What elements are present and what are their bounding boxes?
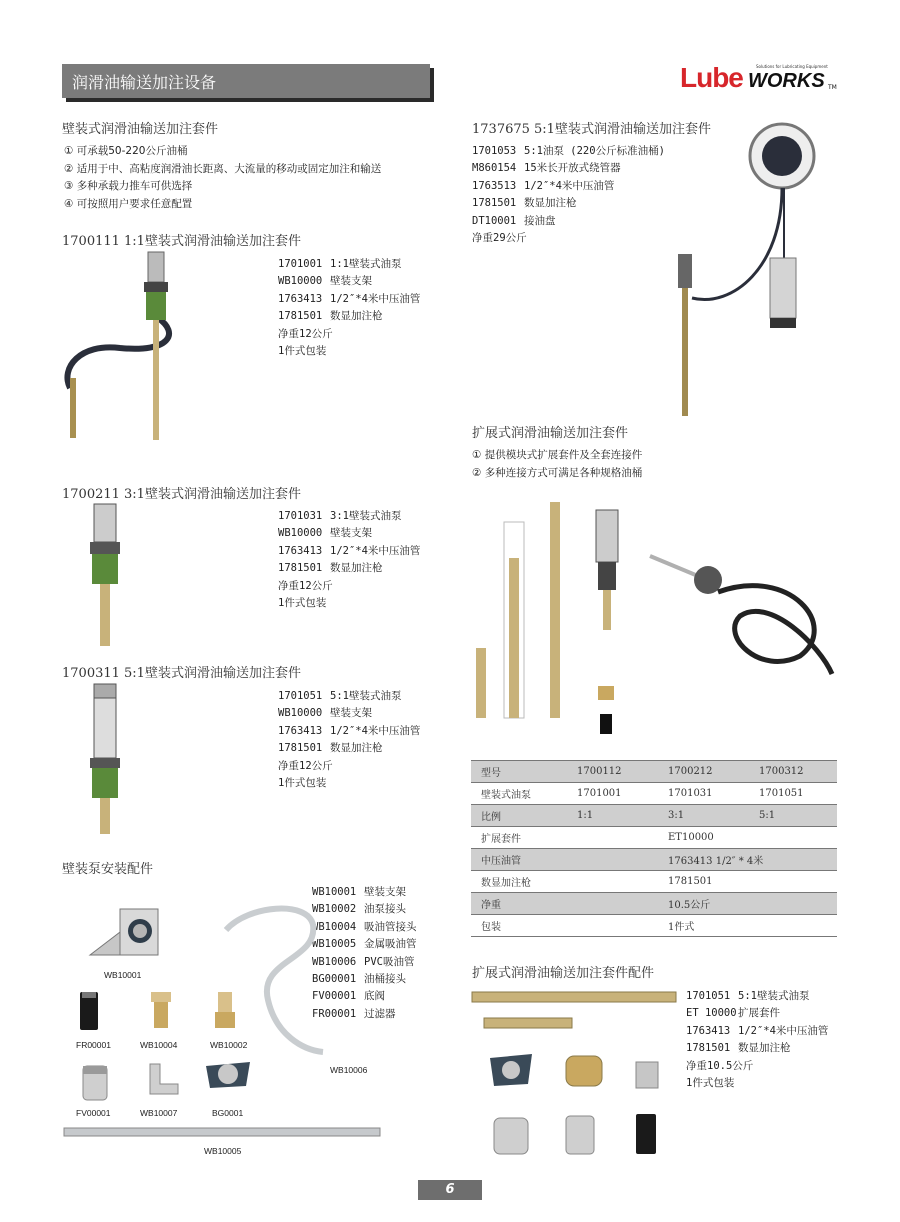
ext-kit-title: 扩展式润滑油输送加注套件: [472, 426, 629, 441]
spec-desc: 壁装支架: [330, 527, 372, 540]
table-cell: 1700112: [567, 761, 658, 783]
table-cell: 3:1: [658, 805, 749, 827]
feature-item: ② 多种连接方式可满足各种规格油桶: [472, 466, 643, 479]
spec-code: WB10005: [312, 938, 357, 951]
kit-specs: [278, 508, 420, 612]
spec-code: 1701053: [472, 145, 517, 157]
spec-desc: 5:1油泵 (220公斤标准油桶): [524, 145, 665, 157]
table-row: [471, 849, 837, 871]
spec-desc: 油桶接头: [364, 973, 406, 986]
spec-desc: 金属吸油管: [364, 938, 417, 951]
reel-kit-specs: [472, 143, 665, 247]
spec-desc: 底阀: [364, 990, 385, 1003]
spec-code: 1781501: [686, 1042, 731, 1055]
elbow-fitting-image: [142, 1060, 182, 1102]
ext-acc-title: 扩展式润滑油输送加注套件配件: [472, 966, 655, 981]
spec-desc: 3:1壁装式油泵: [330, 510, 402, 522]
table-cell: 中压油管: [471, 849, 567, 871]
table-cell: 扩展套件: [471, 827, 567, 849]
table-cell: 1763413 1/2″ * 4米: [658, 849, 837, 871]
table-cell: 净重: [471, 893, 567, 915]
spec-code: 1701051: [278, 690, 323, 702]
spec-weight: 净重12公斤: [278, 579, 333, 592]
spec-code: FR00001: [312, 1007, 357, 1020]
spec-desc: 接油盘: [524, 214, 556, 227]
spec-desc: 1/2″*4米中压油管: [524, 179, 615, 192]
kit-specs: [278, 256, 420, 360]
extension-accessory-parts-image: [470, 986, 680, 1162]
table-cell: 5:1: [749, 805, 837, 827]
kit-specs: [278, 688, 420, 792]
spec-code: 1781501: [472, 197, 517, 210]
spec-code: 1763413: [278, 544, 323, 557]
table-cell: 比例: [471, 805, 567, 827]
table-cell: 10.5公斤: [658, 893, 837, 915]
page-number: 6: [418, 1180, 482, 1200]
spec-code: 1701001: [278, 258, 323, 270]
spec-desc: 1/2″*4米中压油管: [330, 724, 421, 737]
table-cell: ET10000: [658, 827, 837, 849]
spec-code: DT10001: [472, 214, 517, 227]
spec-desc: PVC吸油管: [364, 955, 415, 968]
table-cell: 壁装式油泵: [471, 783, 567, 805]
spec-code: BG00001: [312, 973, 357, 986]
extension-parts-image: [470, 496, 840, 746]
spec-pack: 1件式包装: [686, 1077, 735, 1090]
spec-weight: 净重10.5公斤: [686, 1059, 754, 1072]
lubeworks-logo: [680, 62, 840, 96]
spec-code: 1763513: [472, 179, 517, 192]
spec-weight: 净重12公斤: [278, 759, 333, 772]
spec-desc: 数显加注枪: [330, 310, 383, 323]
hose-reel-system-image: [672, 118, 832, 420]
spec-weight: 净重12公斤: [278, 327, 333, 340]
accessories-title: 壁装泵安装配件: [62, 862, 154, 877]
spec-desc: 壁装支架: [330, 707, 372, 720]
feature-item: ③ 多种承载力推车可供选择: [64, 180, 193, 193]
logo-tm: TM: [828, 84, 837, 91]
pump-image: [80, 500, 130, 650]
table-row: [471, 827, 837, 849]
section-title: 润滑油输送加注设备: [72, 73, 217, 92]
spec-code: WB10002: [312, 903, 357, 916]
spec-code: ET 10000: [686, 1007, 737, 1020]
feature-item: ② 适用于中、高粘度润滑油长距离、大流量的移动或固定加注和输送: [64, 162, 382, 175]
spec-desc: 数显加注枪: [330, 562, 383, 575]
spec-desc: 油泵接头: [364, 903, 406, 916]
table-cell: 1700212: [658, 761, 749, 783]
table-cell: 1700312: [749, 761, 837, 783]
filter-image: [78, 990, 100, 1032]
spec-code: 1763413: [686, 1024, 731, 1037]
spec-desc: 1/2″*4米中压油管: [738, 1024, 829, 1037]
caption-wb10006: WB10006: [330, 1065, 368, 1075]
spec-code: WB10000: [278, 527, 323, 540]
drum-adapter-image: [202, 1056, 254, 1092]
table-cell: 1701031: [658, 783, 749, 805]
pump-connector-image: [212, 990, 238, 1030]
table-row: [471, 783, 837, 805]
spec-code: 1781501: [278, 310, 323, 323]
spec-desc: 壁装支架: [330, 275, 372, 288]
table-cell: 1701051: [749, 783, 837, 805]
table-row: [471, 761, 837, 783]
spec-code: 1781501: [278, 742, 323, 755]
wall-kit-title: 壁装式润滑油输送加注套件: [62, 122, 219, 137]
caption-wb10001: WB10001: [104, 970, 142, 980]
table-row: [471, 805, 837, 827]
spec-pack: 1件式包装: [278, 777, 327, 790]
table-cell: 1701001: [567, 783, 658, 805]
spec-code: WB10006: [312, 955, 357, 968]
spec-table: [471, 760, 837, 937]
spec-desc: 壁装支架: [364, 886, 406, 898]
table-cell: 1:1: [567, 805, 658, 827]
kit-title: 1700111 1:1壁装式润滑油输送加注套件: [62, 234, 301, 249]
suction-fitting-image: [148, 990, 174, 1030]
kit-title: 1700211 3:1壁装式润滑油输送加注套件: [62, 487, 301, 502]
table-cell: 1781501: [658, 871, 837, 893]
spec-desc: 1/2″*4米中压油管: [330, 544, 421, 557]
section-header: [62, 64, 430, 98]
logo-works: WORKS: [748, 70, 825, 92]
metal-suction-pipe-image: [62, 1124, 382, 1140]
pump-hose-gun-image: [60, 248, 280, 448]
kit-title: 1700311 5:1壁装式润滑油输送加注套件: [62, 666, 301, 681]
table-cell: 数显加注枪: [471, 871, 567, 893]
caption-fr00001: FR00001: [76, 1040, 111, 1050]
spec-pack: 1件式包装: [278, 597, 327, 610]
ext-acc-specs: [686, 988, 828, 1092]
pump-image: [80, 680, 130, 838]
spec-desc: 过滤器: [364, 1007, 396, 1020]
spec-desc: 15米长开放式绕管器: [524, 162, 621, 175]
spec-desc: 扩展套件: [738, 1007, 780, 1020]
spec-desc: 5:1壁装式油泵: [330, 690, 402, 702]
spec-desc: 1/2″*4米中压油管: [330, 292, 421, 305]
wall-bracket-image: [84, 905, 164, 965]
caption-wb10007: WB10007: [140, 1108, 178, 1118]
wall-kit-features: [64, 143, 381, 213]
spec-code: FV00001: [312, 990, 357, 1003]
table-cell: 型号: [471, 761, 567, 783]
spec-code: WB10000: [278, 707, 323, 720]
caption-wb10005: WB10005: [204, 1146, 242, 1156]
logo-lube: Lube: [680, 62, 743, 93]
foot-valve-image: [80, 1064, 110, 1102]
caption-fv00001: FV00001: [76, 1108, 111, 1118]
logo-tagline: Solutions for Lubricating Equipment: [756, 64, 828, 69]
spec-code: WB10001: [312, 886, 357, 898]
spec-code: 1701031: [278, 510, 323, 522]
feature-item: ① 提供模块式扩展套件及全套连接件: [472, 449, 643, 461]
table-cell: 包装: [471, 915, 567, 937]
spec-desc: 5:1壁装式油泵: [738, 990, 810, 1002]
spec-pack: 1件式包装: [278, 345, 327, 358]
spec-code: WB10004: [312, 920, 357, 933]
spec-code: 1763413: [278, 724, 323, 737]
spec-desc: 数显加注枪: [738, 1042, 791, 1055]
spec-code: 1701051: [686, 990, 731, 1002]
caption-bg0001: BG0001: [212, 1108, 244, 1118]
ext-kit-features: [472, 447, 642, 482]
spec-code: WB10000: [278, 275, 323, 288]
spec-desc: 1:1壁装式油泵: [330, 258, 402, 270]
caption-wb10004: WB10004: [140, 1040, 178, 1050]
spec-desc: 数显加注枪: [524, 197, 577, 210]
feature-item: ① 可承载50-220公斤油桶: [64, 145, 188, 157]
table-cell: 1件式: [658, 915, 837, 937]
spec-desc: 数显加注枪: [330, 742, 383, 755]
table-row: [471, 871, 837, 893]
spec-desc: 吸油管接头: [364, 920, 417, 933]
caption-wb10002: WB10002: [210, 1040, 248, 1050]
table-row: [471, 893, 837, 915]
spec-weight: 净重29公斤: [472, 232, 527, 245]
spec-code: 1781501: [278, 562, 323, 575]
spec-code: 1763413: [278, 292, 323, 305]
pvc-tube-image: [218, 900, 328, 1060]
feature-item: ④ 可按照用户要求任意配置: [64, 197, 193, 210]
reel-kit-title: 1737675 5:1壁装式润滑油输送加注套件: [472, 122, 711, 137]
table-row: [471, 915, 837, 937]
spec-code: M860154: [472, 162, 517, 175]
